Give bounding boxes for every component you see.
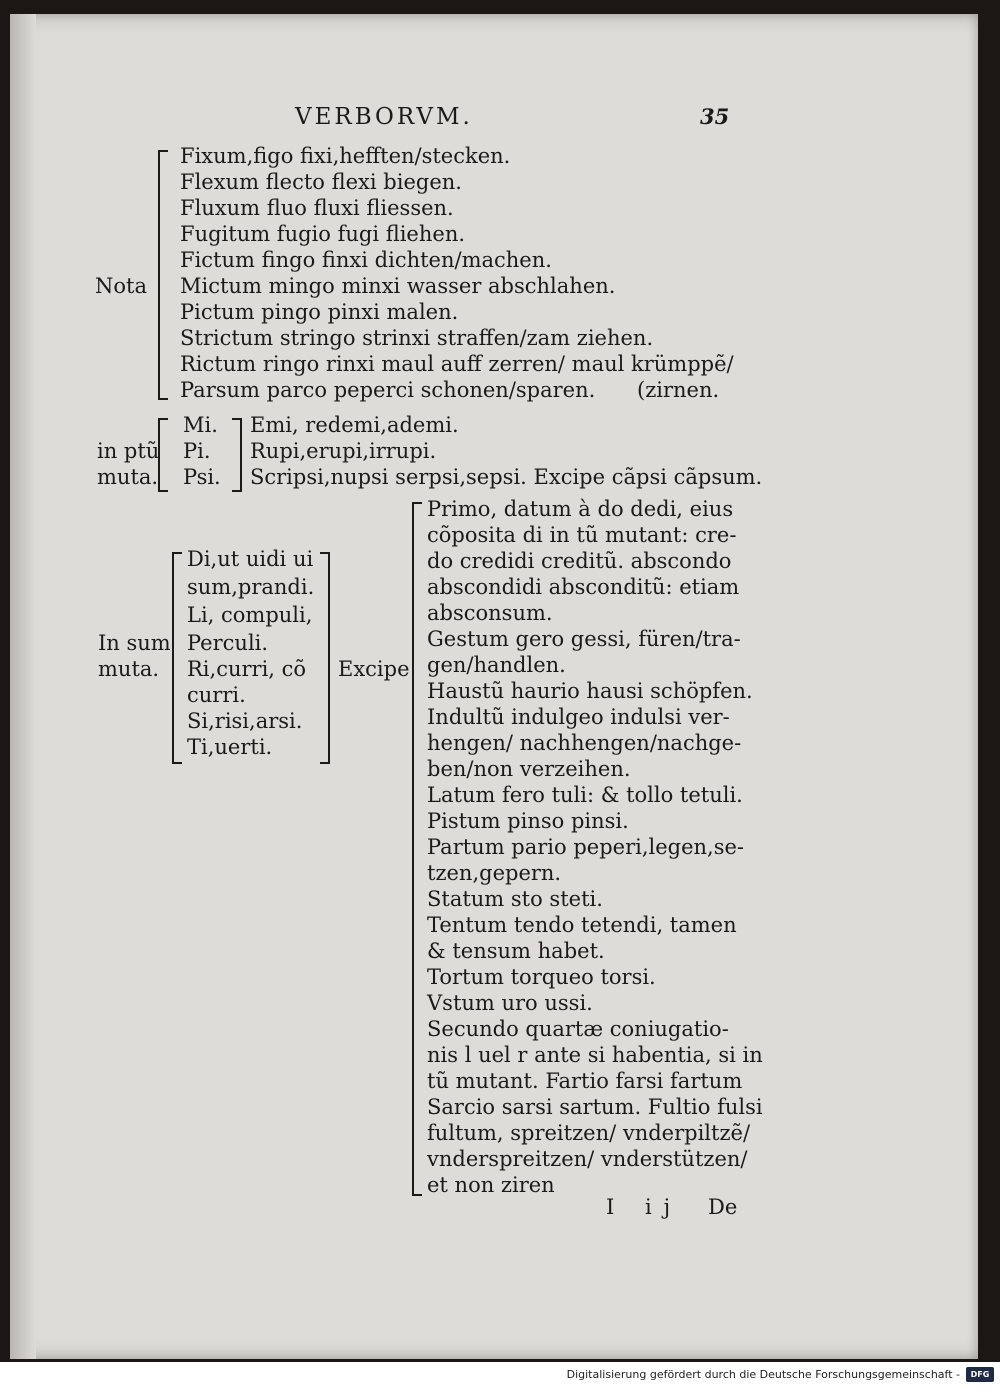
left-item: curri. — [187, 683, 246, 707]
excipe-line: Gestum gero gessi, füren/tra- — [427, 627, 741, 651]
excipe-line: tũ mutant. Fartio farsi fartum — [427, 1069, 743, 1093]
excipe-line: Sarcio sarsi sartum. Fultio fulsi — [427, 1095, 763, 1119]
excipe-line: tzen,gepern. — [427, 861, 562, 885]
excipe-label: Excipe — [338, 657, 410, 681]
brace-block3-right — [320, 552, 330, 764]
excipe-line: ben/non verzeihen. — [427, 757, 631, 781]
left-item: Ri,curri, cõ — [187, 657, 307, 681]
excipe-line: nis l uel r ante si habentia, si in — [427, 1043, 763, 1067]
line-fugitum: Fugitum fugio fugi fliehen. — [180, 222, 466, 246]
line-parsum: Parsum parco peperci schonen/sparen. — [180, 378, 596, 402]
catchword: De — [708, 1195, 738, 1219]
excipe-line: abscondidi absconditũ: etiam — [427, 575, 740, 599]
line-strictum: Strictum stringo strinxi straffen/zam ziehen. — [180, 326, 654, 350]
excipe-line: cõposita di in tũ mutant: cre- — [427, 523, 737, 547]
key-psi: Psi. — [183, 465, 221, 489]
excipe-line: et non ziren — [427, 1173, 555, 1197]
key-mi: Mi. — [183, 413, 218, 437]
margin-note-nota: Nota — [95, 274, 147, 298]
left-item: Si,risi,arsi. — [187, 709, 303, 733]
margin-muta-2: muta. — [98, 657, 160, 681]
excipe-line: Statum sto steti. — [427, 887, 603, 911]
line-pictum: Pictum pingo pinxi malen. — [180, 300, 459, 324]
excipe-line: do credidi creditũ. abscondo — [427, 549, 732, 573]
excipe-line: Partum pario peperi,legen,se- — [427, 835, 745, 859]
line-rictum: Rictum ringo rinxi maul auff zerren/ maul krümppẽ/ — [180, 352, 734, 376]
left-item: Di,ut uidi ui — [187, 547, 314, 571]
brace-block3-left — [172, 552, 182, 764]
excipe-line: Indultũ indulgeo indulsi ver- — [427, 705, 730, 729]
brace-block1 — [158, 150, 168, 400]
excipe-line: Haustũ haurio hausi schöpfen. — [427, 679, 753, 703]
excipe-line: hengen/ nachhengen/nachge- — [427, 731, 742, 755]
line-continuation-zirnen: (zirnen. — [637, 378, 720, 402]
line-emi: Emi, redemi,ademi. — [250, 413, 459, 437]
brace-block2-left — [158, 418, 168, 492]
margin-in-ptu: in ptũ — [97, 439, 160, 463]
excipe-line: Tortum torqueo torsi. — [427, 965, 656, 989]
excipe-line: Secundo quartæ coniugatio- — [427, 1017, 729, 1041]
brace-block2-right — [232, 418, 242, 492]
excipe-line: Tentum tendo tetendi, tamen — [427, 913, 737, 937]
line-mictum: Mictum mingo minxi wasser abschlahen. — [180, 274, 616, 298]
line-fictum: Fictum fingo finxi dichten/machen. — [180, 248, 552, 272]
footer-credit: Digitalisierung gefördert durch die Deutsche Forschungsgemeinschaft - — [566, 1368, 960, 1381]
excipe-line: Latum fero tuli: & tollo tetuli. — [427, 783, 743, 807]
signature-mark: I ij — [606, 1195, 683, 1219]
excipe-line: gen/handlen. — [427, 653, 566, 677]
left-item: Li, compuli, — [187, 603, 313, 627]
line-rupi: Rupi,erupi,irrupi. — [250, 439, 437, 463]
margin-muta: muta. — [97, 465, 159, 489]
brace-block3-excipe — [412, 502, 422, 1196]
page-number: 35 — [700, 104, 730, 129]
left-item: Perculi. — [187, 631, 269, 655]
line-fluxum: Fluxum fluo fluxi fliessen. — [180, 196, 454, 220]
excipe-line: Primo, datum à do dedi, eius — [427, 497, 734, 521]
excipe-line: fultum, spreitzen/ vnderpiltzẽ/ — [427, 1121, 751, 1145]
line-scripsi: Scripsi,nupsi serpsi,sepsi. Excipe cãpsi cãpsum. — [250, 465, 763, 489]
running-head: VERBORVM. — [295, 104, 473, 130]
excipe-line: absconsum. — [427, 601, 553, 625]
excipe-line: Vstum uro ussi. — [427, 991, 593, 1015]
dfg-logo: DFG — [966, 1367, 994, 1382]
excipe-line: & tensum habet. — [427, 939, 605, 963]
excipe-line: Pistum pinso pinsi. — [427, 809, 629, 833]
key-pi: Pi. — [183, 439, 211, 463]
page-gutter-shadow — [10, 14, 36, 1359]
line-flexum: Flexum flecto flexi biegen. — [180, 170, 462, 194]
margin-in-sum: In sum — [98, 631, 171, 655]
digitization-footer — [0, 1362, 1000, 1389]
left-item: Ti,uerti. — [187, 735, 273, 759]
excipe-line: vnderspreitzen/ vnderstützen/ — [427, 1147, 748, 1171]
left-item: sum,prandi. — [187, 575, 315, 599]
line-fixum: Fixum,figo fixi,hefften/stecken. — [180, 144, 511, 168]
